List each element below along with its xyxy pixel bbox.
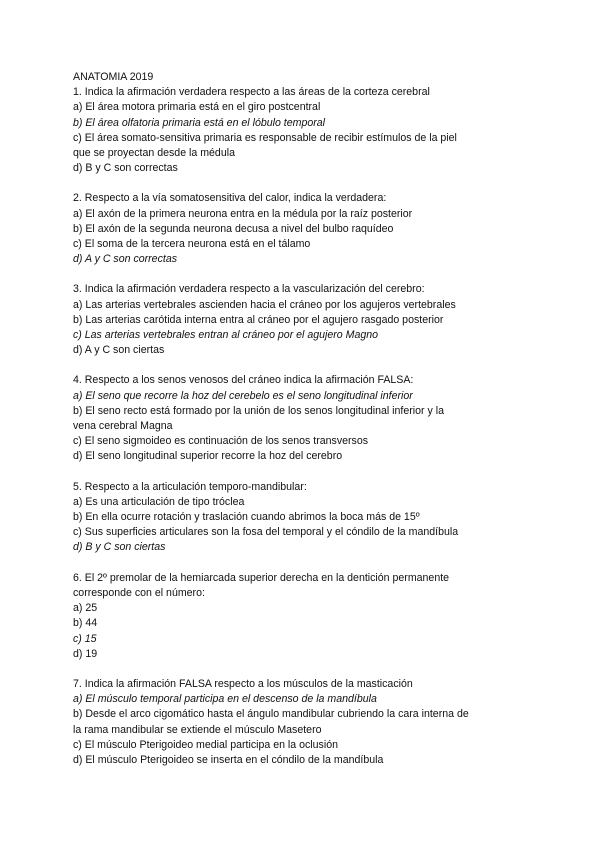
- answer-option: [73, 707, 543, 737]
- answer-option: [73, 161, 543, 176]
- answer-option: [73, 525, 543, 540]
- answer-option-text: b) Las arterias carótida interna entra al cráneo por el agujero rasgado posterior: [73, 313, 444, 326]
- answer-option: [73, 343, 543, 358]
- answer-option-text: a) Las arterias vertebrales ascienden hacia el cráneo por los agujeros vertebrales: [73, 298, 456, 311]
- question-stem: corresponde con el número:: [73, 586, 205, 599]
- question-2: [73, 191, 543, 267]
- answer-option-text: a) El axón de la primera neurona entra en la médula por la raíz posterior: [73, 207, 413, 220]
- answer-option-text: d) B y C son correctas: [73, 162, 178, 175]
- question-stem: 3. Indica la afirmación verdadera respecto a la vascularización del cerebro:: [73, 283, 425, 296]
- question-1: [73, 85, 543, 176]
- answer-option: [73, 434, 543, 449]
- answer-option-text: b) 44: [73, 617, 98, 630]
- answer-option: [73, 222, 543, 237]
- answer-option: [73, 540, 543, 555]
- answer-option: [73, 632, 543, 647]
- answer-option-text: b) El seno recto está formado por la unión de los senos longitudinal inferior y la: [73, 404, 444, 417]
- question-4: [73, 373, 543, 464]
- answer-option-text: d) El seno longitudinal superior recorre la hoz del cerebro: [73, 450, 343, 463]
- answer-option: [73, 616, 543, 631]
- answer-option: [73, 252, 543, 267]
- answer-option-text: que se proyectan desde la médula: [73, 147, 235, 160]
- answer-option: [73, 601, 543, 616]
- question-stem: 5. Respecto a la articulación temporo-mandibular:: [73, 480, 307, 493]
- answer-option: [73, 510, 543, 525]
- answer-option-text: d) 19: [73, 647, 98, 660]
- answer-option-text: c) El área somato-sensitiva primaria es responsable de recibir estímulos de la piel: [73, 131, 457, 144]
- answer-option-text: d) El músculo Pterigoideo se inserta en el cóndilo de la mandíbula: [73, 753, 384, 766]
- answer-option-text: c) Sus superficies articulares son la fosa del temporal y el cóndilo de la mandíbula: [73, 526, 459, 539]
- answer-option-text: c) El seno sigmoideo es continuación de los senos transversos: [73, 435, 369, 448]
- answer-option: [73, 449, 543, 464]
- answer-option-text: d) A y C son ciertas: [73, 344, 165, 357]
- question-5: [73, 480, 543, 556]
- answer-option: [73, 692, 543, 707]
- answer-option: [73, 131, 543, 161]
- answer-option-text: a) El área motora primaria está en el giro postcentral: [73, 101, 321, 114]
- answer-option-text: d) A y C son correctas: [73, 253, 178, 266]
- document-title: ANATOMIA 2019: [73, 71, 154, 83]
- answer-option-text: c) Las arterias vertebrales entran al cráneo por el agujero Magno: [73, 329, 379, 342]
- answer-option: [73, 647, 543, 662]
- question-list: [73, 85, 543, 768]
- question-6: [73, 571, 543, 662]
- question-stem: 1. Indica la afirmación verdadera respecto a las áreas de la corteza cerebral: [73, 86, 430, 99]
- answer-option-text: c) El músculo Pterigoideo medial participa en la oclusión: [73, 738, 338, 751]
- question-stem: 2. Respecto a la vía somatosensitiva del calor, indica la verdadera:: [73, 192, 387, 205]
- answer-option-text: b) Desde el arco cigomático hasta el ángulo mandibular cubriendo la cara interna de: [73, 708, 469, 721]
- answer-option-text: b) El axón de la segunda neurona decusa a nivel del bulbo raquídeo: [73, 222, 394, 235]
- answer-option: [73, 389, 543, 404]
- answer-option-text: b) En ella ocurre rotación y traslación cuando abrimos la boca más de 15º: [73, 511, 420, 524]
- document-content: [73, 70, 543, 783]
- answer-option-text: a) 25: [73, 602, 98, 615]
- answer-option-text: d) B y C son ciertas: [73, 541, 166, 554]
- answer-option: [73, 328, 543, 343]
- question-stem: 6. El 2º premolar de la hemiarcada superior derecha en la dentición permanente: [73, 571, 450, 584]
- answer-option: [73, 753, 543, 768]
- answer-option-text: a) El músculo temporal participa en el descenso de la mandíbula: [73, 693, 377, 706]
- question-stem: 7. Indica la afirmación FALSA respecto a los músculos de la masticación: [73, 677, 413, 690]
- question-3: [73, 282, 543, 358]
- question-stem: 4. Respecto a los senos venosos del cráneo indica la afirmación FALSA:: [73, 374, 414, 387]
- answer-option: [73, 100, 543, 115]
- answer-option-text: vena cerebral Magna: [73, 420, 173, 433]
- answer-option-text: b) El área olfatoria primaria está en el lóbulo temporal: [73, 116, 326, 129]
- question-7: [73, 677, 543, 768]
- answer-option-text: a) El seno que recorre la hoz del cerebelo es el seno longitudinal inferior: [73, 389, 413, 402]
- answer-option: [73, 404, 543, 434]
- answer-option-text: a) Es una articulación de tipo tróclea: [73, 495, 245, 508]
- answer-option-text: c) 15: [73, 632, 97, 645]
- answer-option: [73, 738, 543, 753]
- answer-option: [73, 207, 543, 222]
- answer-option: [73, 313, 543, 328]
- answer-option: [73, 237, 543, 252]
- answer-option-text: la rama mandibular se extiende el músculo Masetero: [73, 723, 322, 736]
- answer-option: [73, 298, 543, 313]
- answer-option-text: c) El soma de la tercera neurona está en el tálamo: [73, 238, 311, 251]
- answer-option: [73, 116, 543, 131]
- answer-option: [73, 495, 543, 510]
